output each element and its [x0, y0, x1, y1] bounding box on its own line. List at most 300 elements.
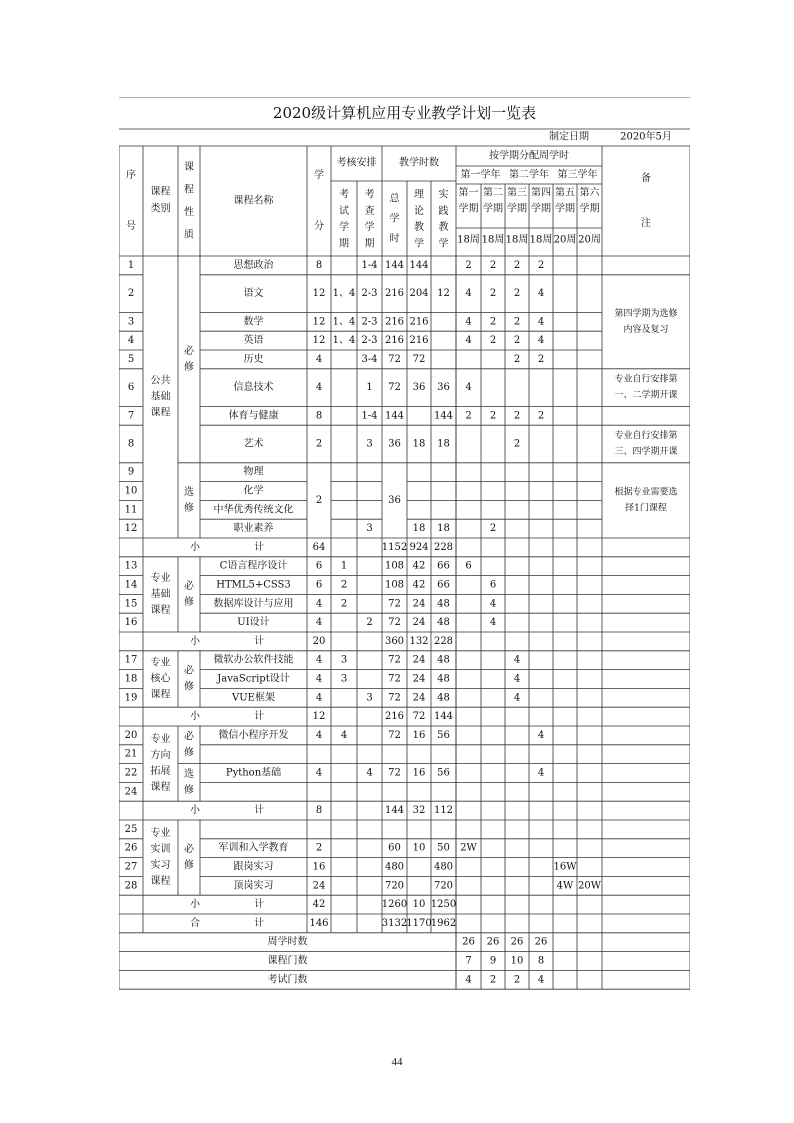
header-year: 第三学年 [557, 169, 598, 181]
footer-term-value: 26 [486, 936, 500, 948]
course-nature: 必 [184, 844, 194, 856]
practice-hours-value: 112 [433, 805, 454, 817]
footer-term-value: 9 [489, 955, 497, 967]
total-hours-value: 216 [384, 288, 405, 300]
credit-value: 4 [315, 692, 323, 704]
total-hours-value: 216 [384, 711, 405, 723]
row-number: 2 [127, 288, 135, 300]
theory-hours-value: 16 [412, 767, 426, 779]
practice-hours-value: 36 [437, 382, 450, 394]
course-name: C语言程序设计 [219, 560, 288, 572]
term-hours-value: 4 [513, 692, 521, 704]
course-nature: 修 [184, 596, 194, 608]
remark-text: 专业自行安排第 [614, 374, 678, 385]
theory-hours-value: 24 [412, 673, 426, 685]
practice-hours-value: 48 [437, 598, 450, 610]
course-name: 微信小程序开发 [218, 729, 289, 741]
footer-term-value: 2 [489, 974, 497, 986]
total-hours-value: 72 [388, 767, 401, 779]
header-theory: 教 [414, 222, 424, 234]
theory-hours-value: 72 [412, 711, 426, 723]
term-hours-value: 2 [489, 288, 497, 300]
term-hours-value: 2 [489, 410, 497, 422]
total-hours-value: 216 [384, 316, 405, 328]
credit-value: 4 [315, 729, 323, 741]
course-name: 历史 [243, 353, 264, 365]
theory-hours-value: 18 [412, 523, 426, 535]
row-number: 28 [124, 880, 138, 892]
credit-value: 4 [315, 353, 323, 365]
course-category: 实习 [150, 860, 171, 872]
header-term: 第四 [531, 187, 551, 199]
credit-value: 6 [315, 560, 323, 572]
exam-term-value: 2 [340, 598, 348, 610]
header-nature: 课 [184, 161, 194, 173]
practice-hours-value: 18 [437, 523, 450, 535]
course-name: 体育与健康 [228, 410, 279, 422]
term-hours-value: 4 [537, 288, 545, 300]
term-hours-value: 2 [513, 410, 521, 422]
course-name: 数据库设计与应用 [213, 598, 294, 610]
term-hours-value: 2 [489, 523, 497, 535]
credit-value: 42 [312, 899, 326, 911]
total-hours-value: 480 [384, 861, 405, 873]
course-nature: 必 [184, 665, 194, 677]
header-practice: 学 [438, 238, 449, 250]
header-theory: 理 [414, 189, 424, 201]
header-term: 学期 [531, 203, 551, 215]
practice-hours-value: 48 [437, 654, 450, 666]
header-weeks: 20周 [553, 234, 577, 246]
course-category: 拓展 [150, 766, 171, 778]
subtotal-label: 计 [254, 711, 264, 723]
theory-hours-value: 24 [412, 692, 426, 704]
term-hours-value: 4 [537, 729, 545, 741]
total-hours-value: 60 [388, 842, 401, 854]
theory-hours-value: 24 [412, 654, 426, 666]
row-number: 9 [127, 466, 135, 478]
date-value: 2020年5月 [620, 131, 672, 143]
header-weeks: 20周 [578, 234, 601, 246]
course-category: 课程 [150, 876, 171, 888]
row-number: 15 [124, 598, 138, 610]
total-hours-value: 72 [388, 729, 401, 741]
course-category: 公共 [150, 375, 171, 387]
header-hours: 教学时数 [399, 157, 439, 169]
check-term-value: 2-3 [361, 316, 378, 328]
row-number: 8 [127, 438, 135, 450]
credit-value: 4 [315, 673, 323, 685]
row-number: 10 [124, 485, 138, 497]
teaching-plan-sheet [119, 97, 690, 1010]
course-category: 方向 [150, 750, 171, 762]
practice-hours-value: 48 [437, 673, 450, 685]
course-name: 语文 [243, 288, 264, 300]
check-term-value: 2-3 [361, 335, 378, 347]
term-hours-value: 4 [537, 335, 545, 347]
row-number: 19 [124, 692, 138, 704]
course-name: 英语 [243, 335, 264, 347]
theory-hours-value: 16 [412, 729, 426, 741]
exam-term-value: 1 [340, 560, 348, 572]
header-term: 学期 [458, 203, 479, 215]
remark-text: 专业自行安排第 [614, 431, 678, 441]
header-theory: 学 [414, 238, 424, 250]
remark-text: 一、二学期开课 [614, 390, 678, 401]
credit-value: 2 [315, 438, 323, 450]
theory-hours-value: 72 [412, 353, 426, 365]
course-name: VUE框架 [232, 692, 275, 704]
total-hours-value: 108 [384, 579, 405, 591]
term-hours-value: 2 [489, 316, 497, 328]
row-number: 16 [124, 617, 138, 629]
row-number: 6 [127, 382, 135, 394]
header-check-term: 学 [364, 222, 375, 234]
course-name: HTML5+CSS3 [216, 579, 291, 591]
practice-hours-value: 66 [437, 560, 450, 572]
exam-term-value: 2 [340, 579, 348, 591]
check-term-value: 3 [366, 692, 373, 704]
header-category: 类别 [150, 203, 171, 215]
header-check-term: 查 [364, 205, 375, 217]
total-hours-value: 72 [388, 692, 401, 704]
header-weeks: 18周 [457, 234, 480, 246]
theory-hours-value: 924 [409, 541, 429, 553]
header-term: 学期 [555, 203, 575, 215]
term-hours-value: 4 [465, 288, 472, 300]
course-name: 微软办公软件技能 [213, 654, 294, 666]
header-practice: 实 [438, 189, 449, 201]
credit-value: 8 [315, 259, 323, 271]
check-term-value: 4 [366, 767, 373, 779]
footer-label: 考试门数 [267, 974, 308, 986]
course-nature: 必 [184, 345, 194, 357]
check-term-value: 2 [366, 617, 373, 629]
course-category: 专业 [150, 734, 171, 746]
course-name: 顶岗实习 [233, 880, 274, 892]
footer-label: 课程门数 [267, 955, 308, 967]
header-nature: 程 [184, 184, 194, 196]
exam-term-value: 1、4 [332, 288, 356, 300]
remark-text: 择1门课程 [625, 503, 667, 514]
course-nature: 选 [184, 768, 194, 780]
theory-hours-value: 144 [409, 259, 429, 271]
term-hours-value: 2 [465, 259, 472, 271]
row-number: 5 [127, 353, 135, 365]
theory-hours-value: 24 [412, 598, 426, 610]
total-hours-value: 72 [388, 654, 401, 666]
footer-term-value: 26 [462, 936, 475, 948]
subtotal-label: 计 [254, 899, 264, 911]
course-name: 艺术 [243, 438, 264, 450]
check-term-value: 3 [366, 438, 373, 450]
course-category: 课程 [150, 782, 171, 794]
total-hours-value: 360 [384, 635, 405, 647]
term-hours-value: 4 [465, 316, 472, 328]
theory-hours-value: 24 [412, 617, 426, 629]
course-category: 基础 [150, 391, 171, 403]
total-hours-value: 72 [388, 598, 401, 610]
row-number: 12 [124, 523, 138, 535]
course-nature: 修 [184, 502, 194, 514]
practice-hours-value: 18 [437, 438, 450, 450]
course-name: 物理 [243, 466, 264, 478]
exam-term-value: 4 [340, 729, 348, 741]
check-term-value: 3-4 [361, 353, 378, 365]
header-term: 第六 [579, 187, 600, 199]
course-nature: 选 [184, 486, 194, 498]
total-hours-value: 36 [388, 438, 401, 450]
check-term-value: 1 [366, 382, 373, 394]
header-weekly: 按学期分配周学时 [489, 150, 569, 162]
footer-label: 周学时数 [267, 936, 308, 948]
footer-term-value: 8 [537, 955, 545, 967]
theory-hours-value: 36 [412, 382, 426, 394]
total-hours-value: 72 [388, 382, 401, 394]
term-hours-value: 6 [489, 579, 497, 591]
practice-hours-value: 12 [437, 288, 450, 300]
theory-hours-value: 132 [409, 635, 429, 647]
header-term: 第三 [507, 187, 527, 199]
header-exam-term: 考 [339, 189, 349, 201]
header-term: 第一 [458, 187, 479, 199]
header-exam-term: 期 [339, 238, 349, 250]
exam-term-value: 3 [340, 673, 348, 685]
practice-hours-value: 228 [433, 635, 454, 647]
term-hours-value: 4 [513, 654, 521, 666]
header-total-hours: 学 [389, 213, 400, 225]
footer-term-value: 4 [537, 974, 545, 986]
term-hours-value: 2 [537, 410, 545, 422]
row-number: 20 [124, 729, 138, 741]
header-weeks: 18周 [505, 234, 529, 246]
header-term: 学期 [579, 203, 600, 215]
term-hours-value: 2 [465, 410, 472, 422]
row-number: 26 [124, 842, 138, 854]
course-name: UI设计 [237, 617, 270, 629]
header-practice: 教 [438, 222, 449, 234]
header-term: 学期 [483, 203, 503, 215]
practice-hours-value: 144 [433, 410, 454, 422]
check-term-value: 1-4 [361, 259, 378, 271]
course-nature: 必 [184, 580, 194, 592]
practice-hours-value: 720 [433, 880, 454, 892]
exam-term-value: 3 [340, 654, 348, 666]
header-nature: 质 [184, 229, 194, 241]
term-hours-value: 16W [553, 861, 577, 873]
check-term-value: 1-4 [361, 410, 378, 422]
course-name: 跟岗实习 [233, 861, 274, 873]
term-hours-value: 2 [537, 259, 545, 271]
course-category: 基础 [150, 588, 171, 600]
term-hours-value: 2 [513, 438, 521, 450]
course-name: 职业素养 [233, 523, 274, 535]
term-hours-value: 2 [513, 288, 521, 300]
page-title: 2020级计算机应用专业教学计划一览表 [272, 104, 537, 122]
course-category: 实训 [150, 844, 171, 856]
credit-value: 64 [312, 541, 326, 553]
credit-value: 4 [315, 598, 323, 610]
term-hours-value: 20W [577, 880, 602, 892]
page-number: 44 [391, 1056, 403, 1068]
course-name: 信息技术 [233, 382, 274, 394]
header-seq: 号 [126, 221, 136, 232]
credit-value: 8 [315, 805, 323, 817]
term-hours-value: 2 [489, 335, 497, 347]
check-term-value: 2-3 [361, 288, 378, 300]
term-hours-value: 4W [556, 880, 574, 892]
row-number: 22 [124, 767, 138, 779]
practice-hours-value: 48 [437, 617, 450, 629]
course-nature: 修 [184, 860, 194, 872]
header-assess: 考核安排 [336, 157, 377, 169]
total-hours-value: 144 [384, 259, 405, 271]
subtotal-label: 计 [254, 541, 264, 553]
term-hours-value: 4 [489, 617, 497, 629]
theory-hours-value: 216 [409, 335, 429, 347]
theory-hours-value: 204 [409, 288, 429, 300]
row-number: 21 [124, 748, 138, 760]
row-number: 18 [124, 673, 138, 685]
course-name: 军训和入学教育 [218, 842, 289, 854]
date-label: 制定日期 [549, 131, 589, 143]
total-hours-value: 108 [384, 560, 405, 572]
theory-hours-value: 32 [412, 805, 426, 817]
course-name: 中华优秀传统文化 [213, 504, 294, 516]
elective-credit: 2 [315, 494, 323, 506]
subtotal-label: 计 [254, 805, 264, 817]
practice-hours-value: 48 [437, 692, 450, 704]
course-name: JavaScript设计 [217, 673, 290, 685]
teaching-plan-table [119, 97, 690, 1010]
term-hours-value: 2 [513, 316, 521, 328]
credit-value: 146 [309, 917, 329, 929]
footer-term-value: 4 [465, 974, 472, 986]
header-seq: 序 [126, 170, 136, 181]
remark-text: 根据专业需要选 [614, 487, 678, 498]
practice-hours-value: 50 [437, 842, 450, 854]
course-name: 化学 [243, 485, 264, 497]
header-credit: 分 [314, 221, 324, 232]
practice-hours-value: 66 [437, 579, 450, 591]
row-number: 27 [124, 861, 138, 873]
credit-value: 16 [312, 861, 326, 873]
credit-value: 12 [312, 316, 326, 328]
term-hours-value: 4 [537, 316, 545, 328]
course-category: 课程 [150, 407, 171, 419]
header-weeks: 18周 [529, 234, 553, 246]
header-category: 课程 [150, 186, 171, 198]
remark-text: 第四学期为选修 [614, 308, 678, 319]
total-hours-value: 144 [384, 805, 405, 817]
practice-hours-value: 1250 [430, 899, 457, 911]
header-term: 第五 [555, 187, 575, 199]
remark-text: 三、四学期开课 [614, 447, 678, 457]
total-hours-value: 720 [384, 880, 405, 892]
row-number: 3 [127, 316, 135, 328]
credit-value: 4 [315, 767, 323, 779]
term-hours-value: 6 [465, 560, 472, 572]
subtotal-label: 小 [190, 635, 200, 647]
total-hours-value: 3132 [381, 917, 408, 929]
credit-value: 4 [315, 382, 323, 394]
header-total-hours: 总 [389, 193, 400, 205]
header-weeks: 18周 [481, 234, 505, 246]
exam-term-value: 1、4 [332, 335, 356, 347]
subtotal-label: 小 [190, 899, 200, 911]
term-hours-value: 2W [460, 842, 477, 854]
header-theory: 论 [414, 205, 424, 217]
total-hours-value: 144 [384, 410, 405, 422]
row-number: 11 [124, 504, 138, 516]
header-total-hours: 时 [389, 233, 400, 245]
elective-total-hours: 36 [388, 494, 401, 506]
remark-text: 内容及复习 [623, 324, 669, 335]
term-hours-value: 4 [489, 598, 497, 610]
course-nature: 修 [184, 681, 194, 693]
footer-term-value: 10 [510, 955, 524, 967]
term-hours-value: 4 [465, 335, 472, 347]
footer-term-value: 7 [465, 955, 472, 967]
total-hours-value: 1260 [381, 899, 408, 911]
header-exam-term: 试 [339, 205, 349, 217]
credit-value: 12 [312, 711, 326, 723]
total-hours-value: 72 [388, 673, 401, 685]
footer-term-value: 2 [513, 974, 521, 986]
credit-value: 12 [312, 288, 326, 300]
credit-value: 12 [312, 335, 326, 347]
row-number: 14 [124, 579, 138, 591]
theory-hours-value: 10 [412, 842, 426, 854]
practice-hours-value: 144 [433, 711, 454, 723]
subtotal-label: 小 [190, 711, 200, 723]
subtotal-label: 合 [190, 917, 200, 929]
term-hours-value: 2 [513, 353, 521, 365]
header-term: 学期 [507, 203, 527, 215]
course-nature: 必 [184, 731, 194, 743]
header-remark: 注 [641, 218, 651, 229]
footer-term-value: 26 [510, 936, 524, 948]
course-nature: 修 [184, 747, 194, 759]
row-number: 4 [127, 335, 135, 347]
total-hours-value: 216 [384, 335, 405, 347]
course-category: 专业 [150, 657, 171, 669]
subtotal-label: 小 [190, 541, 200, 553]
row-number: 1 [127, 259, 135, 271]
credit-value: 6 [315, 579, 323, 591]
practice-hours-value: 480 [433, 861, 454, 873]
term-hours-value: 2 [513, 335, 521, 347]
check-term-value: 3 [366, 523, 373, 535]
row-number: 25 [124, 823, 138, 835]
term-hours-value: 4 [513, 673, 521, 685]
course-category: 课程 [150, 604, 171, 616]
total-hours-value: 72 [388, 617, 401, 629]
header-term: 第二 [483, 187, 503, 199]
course-name: 数学 [243, 316, 264, 328]
term-hours-value: 2 [513, 259, 521, 271]
subtotal-label: 计 [254, 917, 264, 929]
term-hours-value: 2 [537, 353, 545, 365]
footer-term-value: 26 [534, 936, 548, 948]
header-remark: 备 [641, 173, 651, 184]
subtotal-label: 小 [190, 805, 200, 817]
practice-hours-value: 1962 [430, 917, 457, 929]
row-number: 7 [127, 410, 135, 422]
row-number: 24 [124, 786, 138, 798]
header-year: 第一学年 [460, 169, 501, 181]
term-hours-value: 2 [489, 259, 497, 271]
